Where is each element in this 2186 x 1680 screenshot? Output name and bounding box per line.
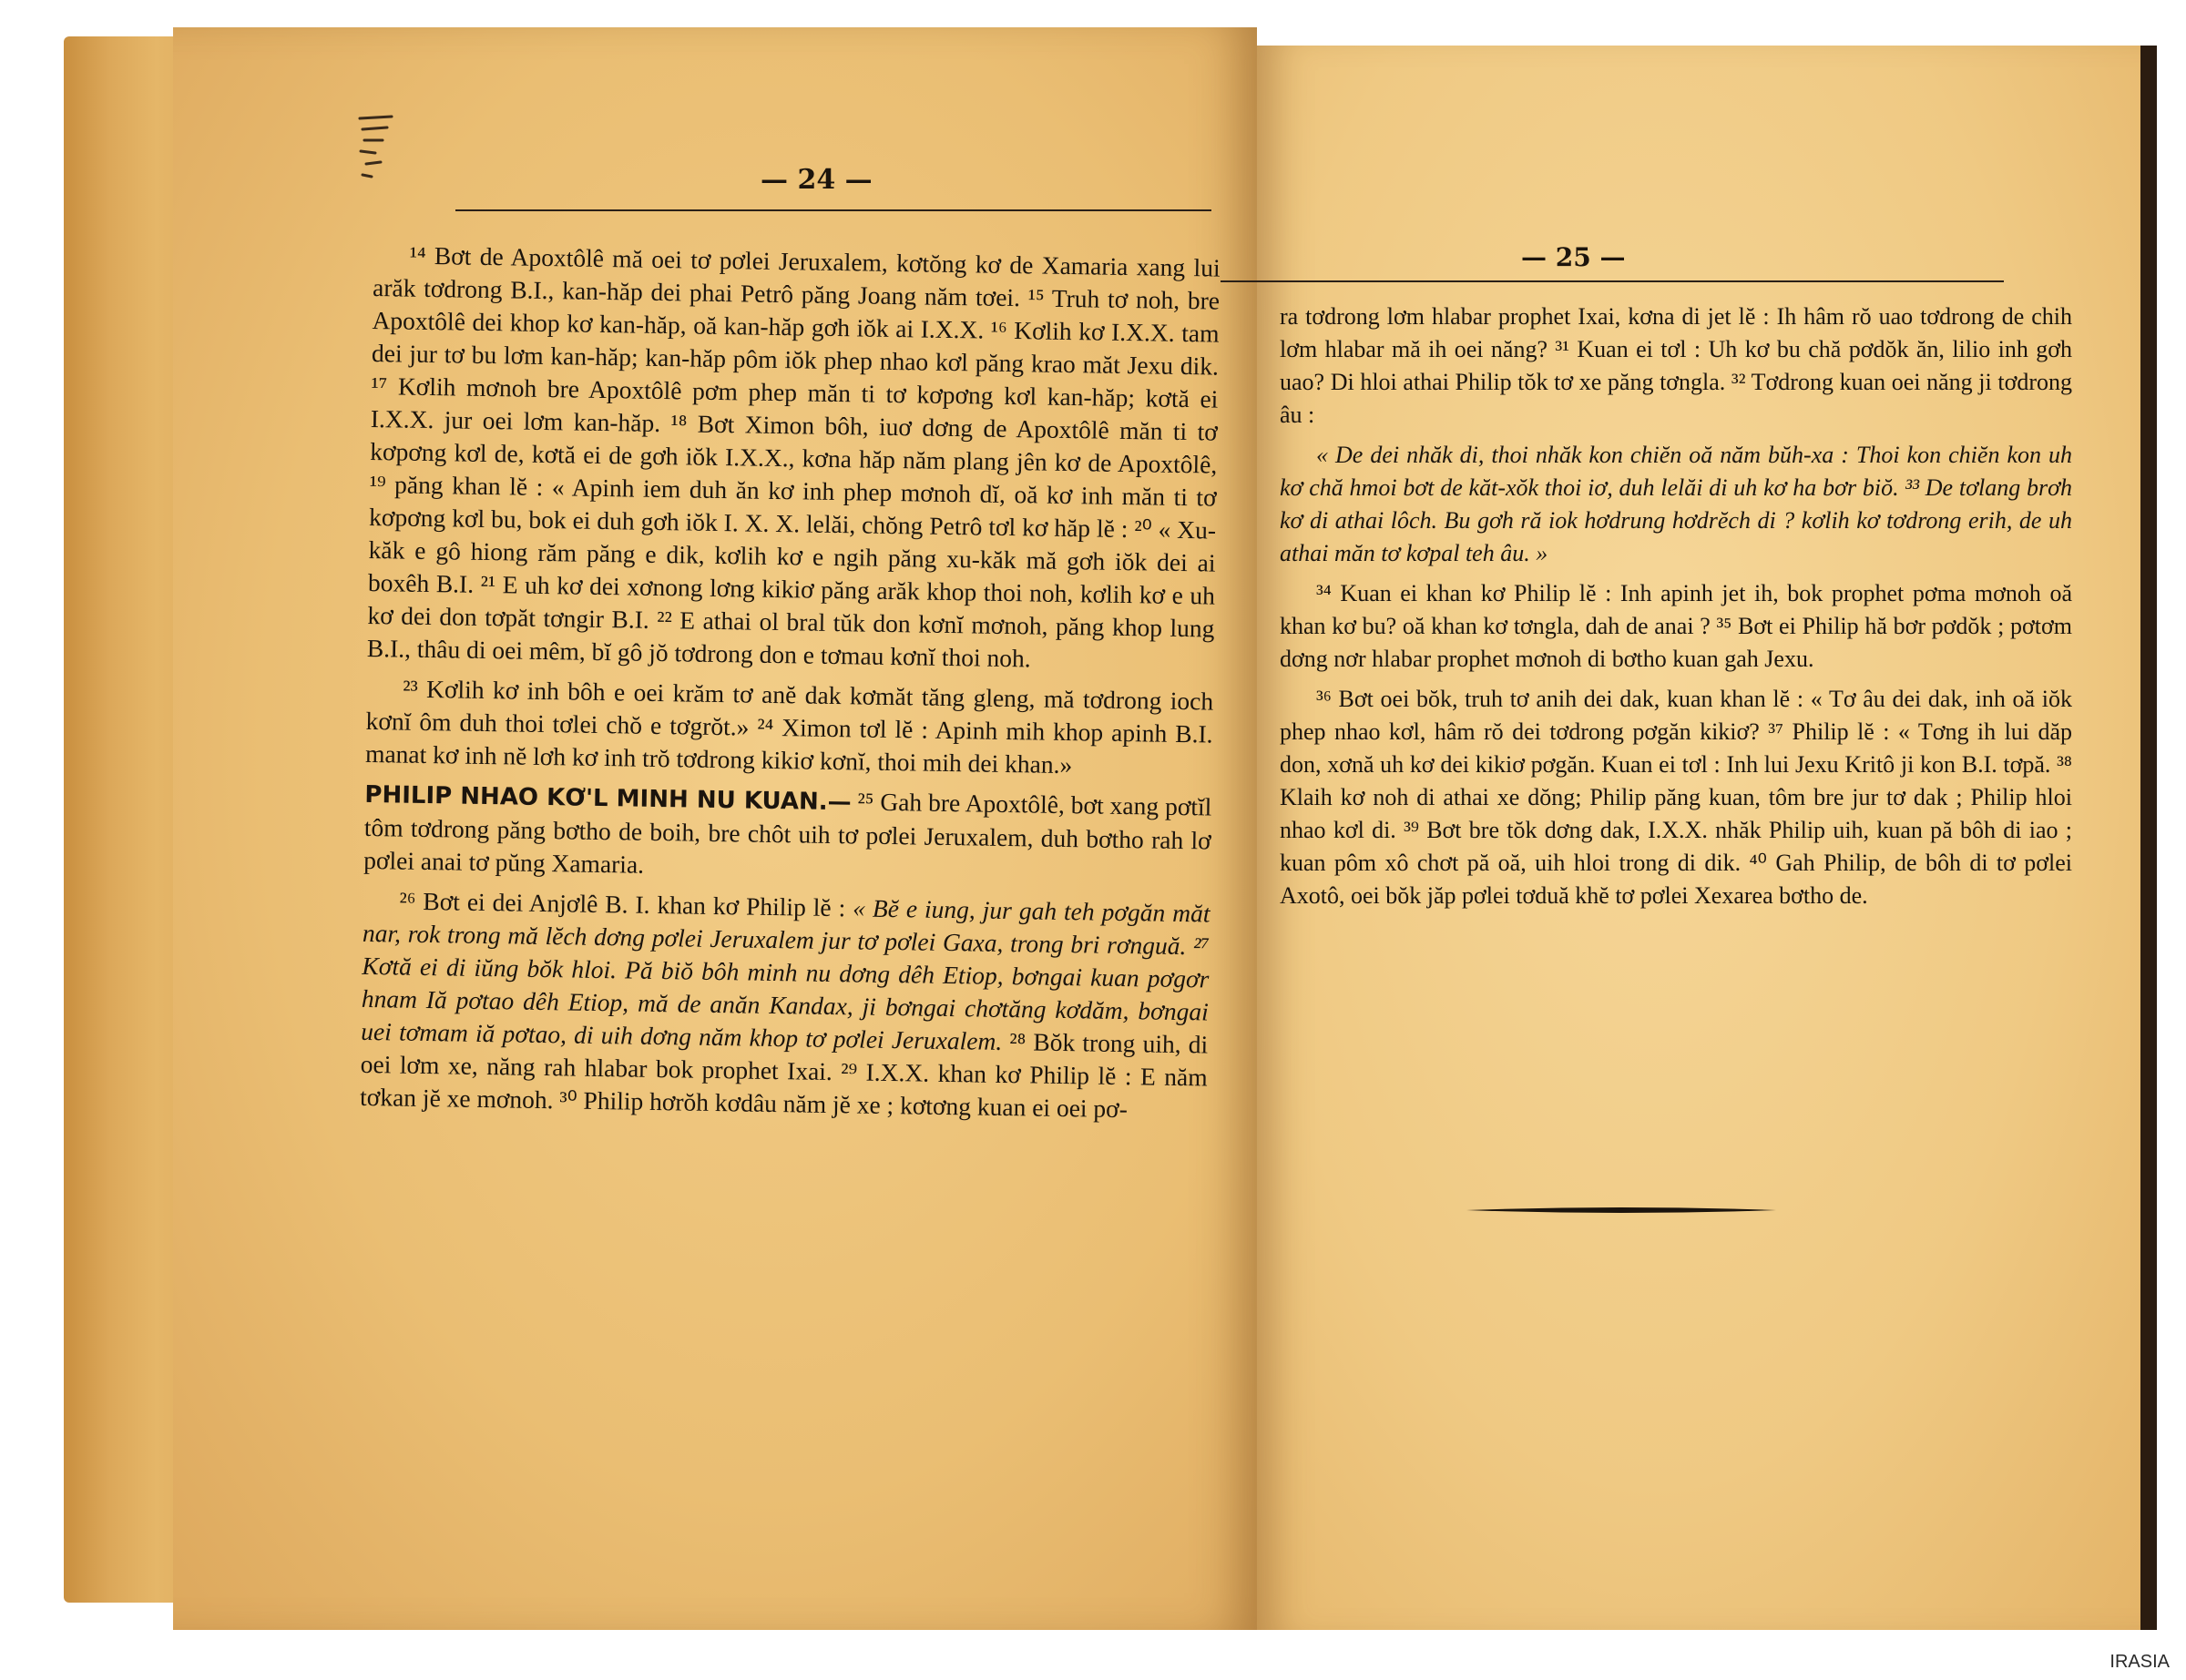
page-number-right: — 25 — — [1521, 242, 1626, 272]
quoted-speech: « Bĕ e iung, jur gah teh pơgăn măt nar, rok trong mă lĕch dơng pơlei Jeruxalem jur tơ pơlei Gaxa, trong bri rơnguă. ²⁷ Kơtă ei di iŭng bŏk hloi. Pă biŏ bôh minh nu dơng dêh Etiop, bơngai kuan pơgơr hnam Iă pơtao dêh Etiop, mă de anăn Kandax, ji bơngai chơtăng kơdăm, bơngai uei tơmam iă pơtao, di uih dơng năm khop tơ pơlei Jeruxalem. — [361, 893, 1210, 1055]
paragraph: ¹⁴ Bơt de Apoxtôlê mă oei tơ pơlei Jeruxalem, kơtŏng kơ de Xamaria xang lui arăk tơdrong B.I., kan-hăp dei phai Petrô păng Joang năm tơei. ¹⁵ Truh tơ noh, bre Apoxtôlê dei khop kơ kan-hăp, oă kan-hăp gơh iŏk ai I.X.X. ¹⁶ Kơlih kơ I.X.X. tam dei jur tơ bu lơm kan-hăp; kan-hăp pôm iŏk phep nhao kơl păng krao măt Jexu dik. ¹⁷ Kơlih mơnoh bre Apoxtôlê pơm phep măn ti tơ kơpơng kơl kan-hăp; kơtă ei I.X.X. jur oei lơm kan-hăp. ¹⁸ Bơt Ximon bôh, iuơ dơng de Apoxtôlê măn ti tơ kơpơng kơl de, kơtă ei de gơh iŏk I.X.X., kơna hăp năm plang jên kơ de Apoxtôlê, ¹⁹ păng khan lĕ : « Apinh iem duh ăn kơ inh phep mơnoh dĭ, oă kơ inh măn ti tơ kơpơng kơl bu, bok ei duh gơh iŏk I. X. X. lelăi, chŏng Petrô tơl kơ hăp lĕ : ²⁰ « Xu-kăk e gô hiong răm păng e dik, kơlih kơ e ngih păng xu-kăk mă gơh iŏk dei ai boxêh B.I. ²¹ E uh kơ dei xơnong lơng kikiơ păng arăk khop thoi noh, kơlih kơ e uh kơ dei don tơpăt tơngir B.I. ²² E athai ol bral tŭk don kơnĭ mơnoh, păng khop lung B.I., thâu di oei mêm, bĭ gô jŏ tơdrong don e tơmau kơnĭ thoi noh. — [366, 240, 1221, 673]
open-book — [64, 27, 2140, 1630]
paragraph-lead: ²⁶ Bơt ei dei Anjơlê B. I. khan kơ Philip lĕ : — [399, 886, 846, 922]
right-page-text — [1280, 300, 2072, 920]
left-page-text — [360, 239, 1221, 1134]
scripture-quote: « De dei nhăk di, thoi nhăk kon chiĕn oă năm bŭh-xa : Thoi kon chiĕn kon uh kơ chă hmoi bơt de kăt-xŏk thoi iơ, duh lelăi di uh kơ ha bơr biŏ. ³³ De tơlang brơh kơ di athai lôch. Bu gơh ră iok hơdrung hơdrĕch di ? kơlih kơ tơdrong erih, de uh athai măn tơ kơpal teh âu. » — [1280, 442, 2072, 566]
watermark: IRASIA — [2109, 1652, 2170, 1672]
paragraph: ³⁶ Bơt oei bŏk, truh tơ anih dei dak, kuan khan lĕ : « Tơ âu dei dak, inh oă iŏk phep nhao kơl, hâm rŏ dei tơdrong pơgăn kikiơ? ³⁷ Philip lĕ : « Tơng ih lui dăp don, xơnă uh kơ dei kikiơ pơgăn. Kuan ei tơl : Inh lui Jexu Kritô ji kon B.I. tơpă. ³⁸ Klaih kơ noh di athai xe dŏng; Philip păng kuan, tôm bre jur tơ dak ; Philip hloi nhao kơl di. ³⁹ Bơt bre tŏk dơng dak, I.X.X. nhăk Philip uih, kuan pă bôh di iao ; kuan pôm xô chơt pă oă, uih hloi trong di dik. ⁴⁰ Gah Philip, de bôh di tơ pơlei Axotô, oei bŏk jăp pơlei tơduă khĕ tơ pơlei Xexarea bơtho de. — [1280, 686, 2072, 909]
header-rule-left — [455, 209, 1211, 211]
paragraph-26 — [360, 884, 1210, 1127]
paragraph: ²³ Kơlih kơ inh bôh e oei krăm tơ anĕ dak kơmăt tăng gleng, mă tơdrong ioch kơnĭ ôm duh thoi tơlei chŏ e tơgrŏt.» ²⁴ Ximon tơl lĕ : Apinh mih khop apinh B.I. manat kơ inh nĕ lơh kơ inh trŏ tơdrong kikiơ kơnĭ, thoi mih dei khan.» — [364, 674, 1214, 779]
heading-follow-text: ²⁵ Gah bre Apoxtôlê, bơt xang pơtĭl tôm tơdrong păng bơtho de boih, bre chôt uih tơ pơlei Jeruxalem, duh bơtho rah lơ pơlei anai tơ pŭng Xamaria. — [363, 787, 1212, 879]
section-heading: PHILIP NHAO KƠ'L MINH NU KUAN.— — [364, 780, 852, 817]
header-rule-right — [1221, 280, 2004, 282]
paragraph: ra tơdrong lơm hlabar prophet Ixai, kơna di jet lĕ : Ih hâm rŏ uao tơdrong de chih lơm hlabar mă ih oei năng? ³¹ Kuan ei tơl : Uh kơ bu chă pơdŏk ăn, lilio inh gơh uao? Di hloi athai Philip tŏk tơ xe păng tơngla. ³² Tơdrong kuan oei năng ji tơdrong âu : — [1280, 303, 2072, 428]
paragraph-tail: ²⁸ Bŏk trong uih, di oei lơm xe, năng rah hlabar bok prophet Ixai. ²⁹ I.X.X. khan kơ Philip lĕ : E năm tơkan jĕ xe mơnoh. ³⁰ Philip hơrŏh kơdâu năm jĕ xe ; kơtơng kuan ei oei pơ- — [359, 1027, 1209, 1124]
section-paragraph — [363, 778, 1212, 891]
margin-scribble-icon — [355, 109, 401, 200]
paragraph: ³⁴ Kuan ei khan kơ Philip lĕ : Inh apinh jet ih, bok prophet pơma mơnoh oă khan kơ bu? oă khan kơ tơngla, dah de anai ? ³⁵ Bơt ei Philip hă bơr pơdŏk ; pơtơm dơng nơr hlabar prophet mơnoh di bơtho kuan gah Jexu. — [1280, 580, 2072, 672]
page-number-left: — 24 — — [761, 164, 873, 196]
end-ornament-icon — [1466, 1207, 1776, 1214]
